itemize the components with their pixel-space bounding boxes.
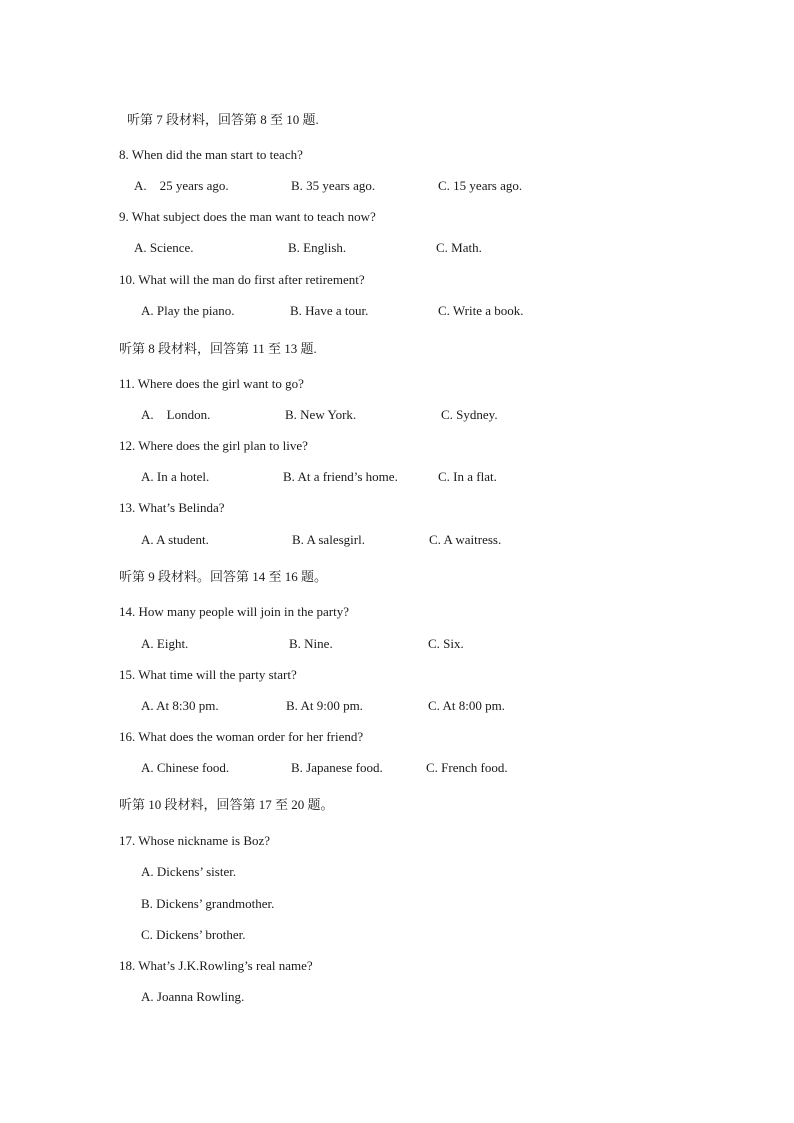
option-a: A. Dickens’ sister. bbox=[141, 864, 237, 879]
option-b: B. Nine. bbox=[289, 636, 333, 651]
question-text: 17. Whose nickname is Boz? bbox=[119, 833, 271, 848]
question-text: 15. What time will the party start? bbox=[119, 667, 297, 682]
option-c: C. At 8:00 pm. bbox=[428, 698, 505, 713]
question-text: 11. Where does the girl want to go? bbox=[119, 376, 304, 391]
section-header: 听第 10 段材料，回答第 17 至 20 题。 bbox=[119, 797, 334, 812]
option-a: A. Eight. bbox=[141, 636, 189, 651]
option-c: C. Dickens’ brother. bbox=[141, 927, 246, 942]
question-text: 10. What will the man do first after retirement? bbox=[119, 272, 365, 287]
option-c: C. A waitress. bbox=[429, 532, 502, 547]
option-a: A. At 8:30 pm. bbox=[141, 698, 219, 713]
option-b: B. New York. bbox=[285, 407, 357, 422]
option-a: A. Play the piano. bbox=[141, 303, 235, 318]
option-a: A. Science. bbox=[134, 240, 194, 255]
option-b: B. Have a tour. bbox=[290, 303, 369, 318]
option-b: B. 35 years ago. bbox=[291, 178, 376, 193]
option-a: A. In a hotel. bbox=[141, 469, 210, 484]
option-a: A. 25 years ago. bbox=[134, 178, 229, 193]
option-c: C. In a flat. bbox=[438, 469, 497, 484]
option-c: C. Six. bbox=[428, 636, 464, 651]
question-text: 16. What does the woman order for her friend? bbox=[119, 729, 364, 744]
option-b: B. At a friend’s home. bbox=[283, 469, 398, 484]
option-a: A. Joanna Rowling. bbox=[141, 989, 245, 1004]
option-b: B. Japanese food. bbox=[291, 760, 383, 775]
option-c: C. Math. bbox=[436, 240, 482, 255]
question-text: 14. How many people will join in the party? bbox=[119, 604, 349, 619]
option-b: B. Dickens’ grandmother. bbox=[141, 896, 275, 911]
question-text: 9. What subject does the man want to teach now? bbox=[119, 209, 376, 224]
question-text: 8. When did the man start to teach? bbox=[119, 147, 303, 162]
option-b: B. English. bbox=[288, 240, 347, 255]
question-text: 13. What’s Belinda? bbox=[119, 500, 225, 515]
section-header: 听第 8 段材料，回答第 11 至 13 题. bbox=[119, 341, 317, 356]
option-a: A. A student. bbox=[141, 532, 209, 547]
option-c: C. French food. bbox=[426, 760, 508, 775]
section-header: 听第 7 段材料，回答第 8 至 10 题. bbox=[127, 112, 319, 127]
section-header: 听第 9 段材料。回答第 14 至 16 题。 bbox=[119, 569, 328, 584]
option-c: C. 15 years ago. bbox=[438, 178, 523, 193]
option-b: B. A salesgirl. bbox=[292, 532, 365, 547]
option-c: C. Sydney. bbox=[441, 407, 498, 422]
option-b: B. At 9:00 pm. bbox=[286, 698, 363, 713]
question-text: 12. Where does the girl plan to live? bbox=[119, 438, 308, 453]
question-text: 18. What’s J.K.Rowling’s real name? bbox=[119, 958, 313, 973]
option-c: C. Write a book. bbox=[438, 303, 524, 318]
option-a: A. London. bbox=[141, 407, 211, 422]
option-a: A. Chinese food. bbox=[141, 760, 230, 775]
